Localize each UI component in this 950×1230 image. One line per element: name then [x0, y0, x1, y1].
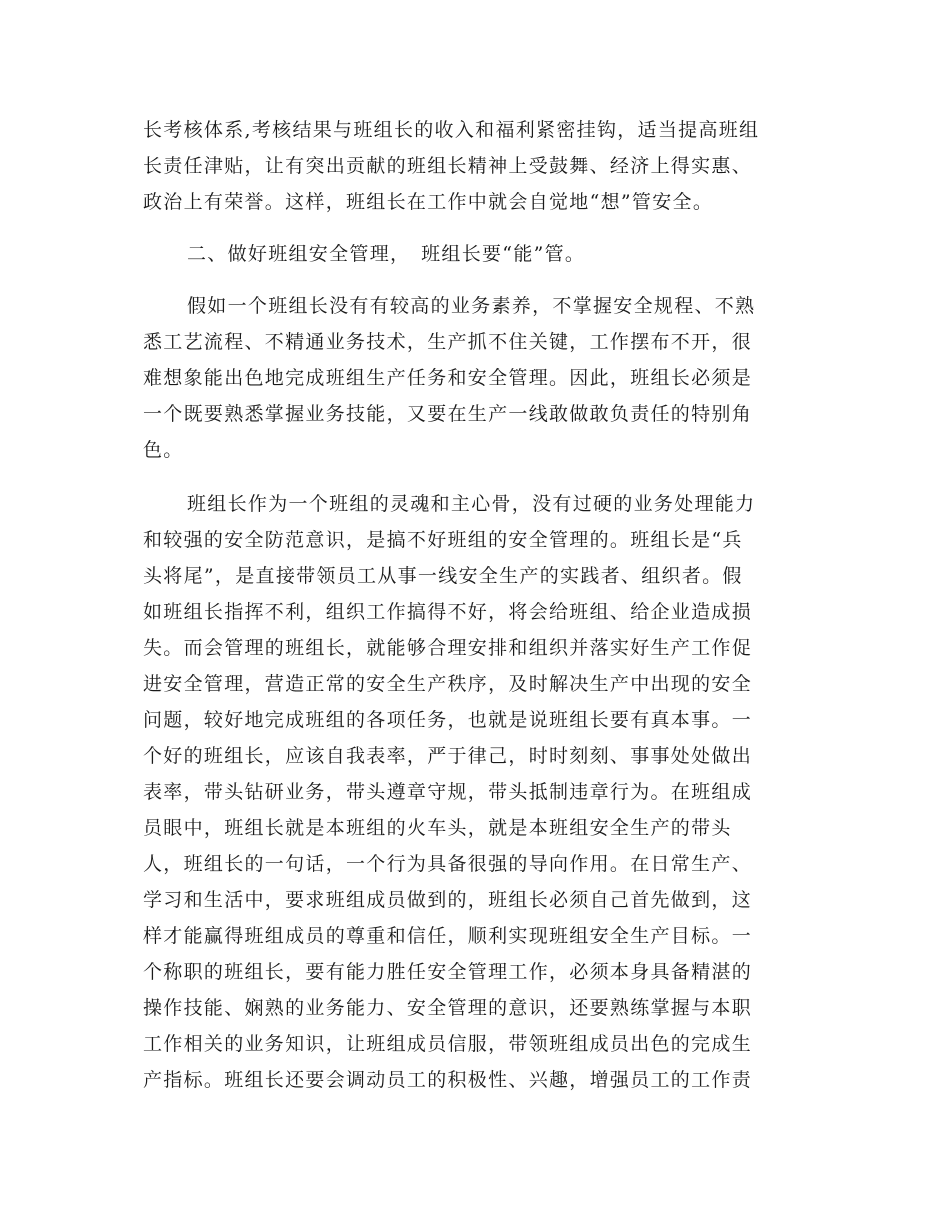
text-line: 失。而会管理的班组长，就能够合理安排和组织并落实好生产工作促: [143, 637, 753, 659]
text-line: 一个既要熟悉掌握业务技能，又要在生产一线敢做敢负责任的特别角: [143, 403, 753, 425]
text-line: 头将尾”，是直接带领员工从事一线安全生产的实践者、组织者。假: [143, 565, 743, 587]
text-line: 表率，带头钻研业务，带头遵章守规，带头抵制违章行为。在班组成: [143, 781, 753, 803]
text-line: 个称职的班组长，要有能力胜任安全管理工作，必须本身具备精湛的: [143, 961, 753, 983]
section-heading: 二、做好班组安全管理， 班组长要“能”管。: [187, 243, 586, 265]
text-line: 操作技能、娴熟的业务能力、安全管理的意识，还要熟练掌握与本职: [143, 997, 753, 1019]
text-line: 政治上有荣誉。这样，班组长在工作中就会自觉地“想”管安全。: [143, 191, 714, 213]
text-line: 难想象能出色地完成班组生产任务和安全管理。因此，班组长必须是: [143, 367, 753, 389]
text-line: 长责任津贴，让有突出贡献的班组长精神上受鼓舞、经济上得实惠、: [143, 155, 753, 177]
text-line: 学习和生活中，要求班组成员做到的，班组长必须自己首先做到，这: [143, 889, 753, 911]
text-line: 进安全管理，营造正常的安全生产秩序，及时解决生产中出现的安全: [143, 673, 753, 695]
text-line: 问题，较好地完成班组的各项任务，也就是说班组长要有真本事。一: [143, 709, 753, 731]
text-line: 个好的班组长，应该自我表率，严于律己，时时刻刻、事事处处做出: [143, 745, 753, 767]
text-line: 悉工艺流程、不精通业务技术，生产抓不住关键，工作摆布不开，很: [143, 331, 753, 353]
text-line: 人，班组长的一句话，一个行为具备很强的导向作用。在日常生产、: [143, 853, 753, 875]
text-line: 员眼中，班组长就是本班组的火车头，就是本班组安全生产的带头: [143, 817, 732, 839]
text-line: 班组长作为一个班组的灵魂和主心骨，没有过硬的业务处理能力: [187, 493, 756, 515]
text-line: 如班组长指挥不利，组织工作搞得不好，将会给班组、给企业造成损: [143, 601, 753, 623]
text-line: 长考核体系,考核结果与班组长的收入和福利紧密挂钩，适当提高班组: [143, 119, 760, 141]
text-line: 工作相关的业务知识，让班组成员信服，带领班组成员出色的完成生: [143, 1033, 753, 1055]
text-line: 假如一个班组长没有有较高的业务素养，不掌握安全规程、不熟: [187, 295, 756, 317]
text-line: 和较强的安全防范意识，是搞不好班组的安全管理的。班组长是“兵: [143, 529, 743, 551]
text-line: 样才能赢得班组成员的尊重和信任，顺利实现班组安全生产目标。一: [143, 925, 753, 947]
text-line: 色。: [143, 439, 184, 461]
text-line: 产指标。班组长还要会调动员工的积极性、兴趣，增强员工的工作责: [143, 1069, 753, 1091]
